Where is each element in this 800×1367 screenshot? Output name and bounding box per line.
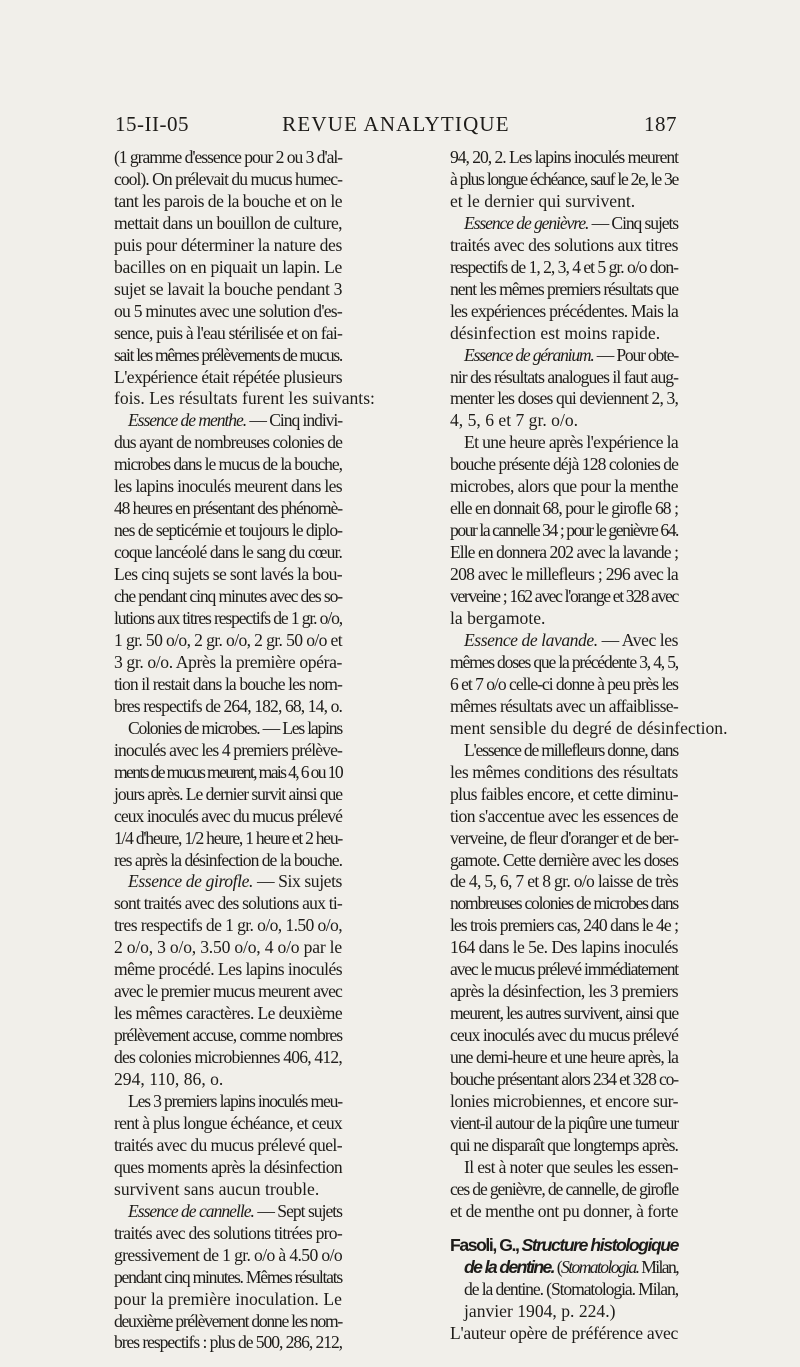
- right-column-line: nombreuses colonies de microbes dans: [450, 893, 678, 914]
- right-column-line: Essence de lavande. — Avec les: [464, 629, 679, 650]
- left-column-line: Essence de menthe. — Cinq indivi-: [128, 410, 342, 431]
- right-column-line: à plus longue échéance, sauf le 2e, le 3e: [450, 168, 678, 189]
- left-column-line: traités avec du mucus prélevé quel-: [114, 1134, 342, 1155]
- citation-author: Fasoli, G.,: [450, 1234, 519, 1255]
- right-column-line: janvier 1904, p. 224.): [464, 1300, 616, 1321]
- left-column-line: ques moments après la désinfection: [114, 1156, 342, 1177]
- right-column-line: Et une heure après l'expérience la: [464, 432, 678, 453]
- right-column-line: Il est à noter que seules les essen-: [464, 1156, 678, 1177]
- right-column-line: 4, 5, 6 et 7 gr. o/o.: [450, 410, 579, 431]
- right-column-line: les mêmes conditions des résultats: [450, 761, 678, 782]
- left-column-line: tant les parois de la bouche et on le: [114, 190, 342, 211]
- right-column-line: 94, 20, 2. Les lapins inoculés meurent: [450, 147, 678, 167]
- right-column-line: ces de genièvre, de cannelle, de girofle: [450, 1178, 678, 1199]
- left-column-line: res après la désinfection de la bouche.: [114, 849, 342, 870]
- left-column-line: lutions aux titres respectifs de 1 gr. o/o,: [114, 608, 342, 629]
- left-column-line: nes de septicémie et toujours le diplo-: [114, 520, 342, 541]
- left-column-line: tres respectifs de 1 gr. o/o, 1.50 o/o,: [114, 915, 342, 936]
- right-column-line: après la désinfection, les 3 premiers: [450, 981, 678, 1002]
- left-column-line: Essence de girofle. — Six sujets: [128, 871, 342, 892]
- left-column-line: jours après. Le dernier survit ainsi que: [114, 783, 342, 804]
- left-column-line: dus ayant de nombreuses colonies de: [114, 432, 342, 453]
- left-column-line: 3 gr. o/o. Après la première opéra-: [114, 651, 342, 672]
- right-column-line: 208 avec le millefleurs ; 296 avec la: [450, 564, 678, 585]
- left-column-line: sujet se lavait la bouche pendant 3: [114, 278, 342, 299]
- right-column-line: vient-il autour de la piqûre une tumeur: [450, 1112, 678, 1133]
- left-column-line: les lapins inoculés meurent dans les: [114, 476, 342, 497]
- left-column-line: che pendant cinq minutes avec des so-: [114, 586, 342, 607]
- right-column-line: tion s'accentue avec les essences de: [450, 805, 678, 826]
- journal-title: REVUE ANALYTIQUE: [282, 112, 510, 136]
- left-column-line: sont traités avec des solutions aux ti-: [114, 893, 342, 914]
- right-column-line: de la dentine. (Stomatologia. Milan,: [464, 1278, 678, 1299]
- right-column-line: menter les doses qui deviennent 2, 3,: [450, 388, 678, 409]
- left-column-line: même procédé. Les lapins inoculés: [114, 959, 342, 980]
- section-heading: Essence de menthe.: [128, 410, 247, 431]
- left-column-line: sait les mêmes prélèvements de mucus.: [114, 344, 342, 365]
- right-column-line: L'auteur opère de préférence avec: [450, 1322, 678, 1343]
- left-column-line: deuxième prélèvement donne les nom-: [114, 1310, 342, 1331]
- left-column-line: mettait dans un bouillon de culture,: [114, 212, 342, 233]
- left-column-line: gressivement de 1 gr. o/o à 4.50 o/o: [114, 1244, 342, 1265]
- left-column-line: bres respectifs de 264, 182, 68, 14, o.: [114, 695, 342, 716]
- right-column-line: et le dernier qui survivent.: [450, 190, 636, 211]
- issue-date: 15-II-05: [115, 112, 189, 136]
- left-column: [114, 147, 375, 1354]
- right-column-line: une demi-heure et une heure après, la: [450, 1047, 678, 1068]
- right-column-line: nir des résultats analogues il faut aug-: [450, 366, 678, 387]
- right-column-line: plus faibles encore, et cette diminu-: [450, 783, 678, 804]
- right-column-line: [450, 1235, 678, 1257]
- section-heading: Essence de cannelle.: [128, 1200, 254, 1221]
- right-column-line: mêmes doses que la précédente 3, 4, 5,: [450, 651, 678, 672]
- left-column-line: sence, puis à l'eau stérilisée et on fai-: [114, 322, 342, 343]
- left-column-line: 1 gr. 50 o/o, 2 gr. o/o, 2 gr. 50 o/o et: [114, 629, 342, 650]
- running-head: [115, 112, 677, 140]
- right-column-line: microbes, alors que pour la menthe: [450, 476, 678, 497]
- left-column-line: Les 3 premiers lapins inoculés meu-: [128, 1090, 342, 1111]
- left-column-line: des colonies microbiennes 406, 412,: [114, 1047, 342, 1068]
- left-column-line: prélèvement accuse, comme nombres: [114, 1025, 342, 1046]
- left-column-line: 1/4 d'heure, 1/2 heure, 1 heure et 2 heu-: [114, 827, 342, 848]
- left-column-line: survivent sans aucun trouble.: [114, 1178, 320, 1199]
- right-column-line: lonies microbiennes, et encore sur-: [450, 1090, 678, 1111]
- left-column-line: traités avec des solutions titrées pro-: [114, 1222, 342, 1243]
- right-column-line: mêmes résultats avec un affaiblisse-: [450, 695, 678, 716]
- left-column-line: fois. Les résultats furent les suivants:: [114, 388, 375, 409]
- right-column-line: bouche présentant alors 234 et 328 co-: [450, 1069, 678, 1090]
- section-heading: Essence de géranium.: [464, 344, 594, 365]
- page-number: 187: [644, 112, 677, 136]
- right-column-line: elle en donnait 68, pour le girofle 68 ;: [450, 498, 678, 519]
- left-column-line: microbes dans le mucus de la bouche,: [114, 454, 342, 475]
- right-column: [450, 147, 728, 1344]
- left-column-line: inoculés avec les 4 premiers prélève-: [114, 739, 342, 760]
- right-column-line: 6 et 7 o/o celle-ci donne à peu près les: [450, 673, 678, 694]
- right-column-line: Essence de géranium. — Pour obte-: [464, 344, 678, 365]
- left-column-line: pendant cinq minutes. Mêmes résultats: [114, 1266, 342, 1287]
- right-column-line: respectifs de 1, 2, 3, 4 et 5 gr. o/o don-: [450, 256, 678, 277]
- left-column-line: tion il restait dans la bouche les nom-: [114, 673, 342, 694]
- left-column-line: Les cinq sujets se sont lavés la bou-: [114, 564, 342, 585]
- right-column-line: nent les mêmes premiers résultats que: [450, 278, 678, 299]
- left-column-line: les mêmes caractères. Le deuxième: [114, 1003, 342, 1024]
- left-column-line: 2 o/o, 3 o/o, 3.50 o/o, 4 o/o par le: [114, 937, 342, 958]
- citation-title: Structure histologique: [521, 1234, 678, 1255]
- left-column-line: ments de mucus meurent, mais 4, 6 ou 10: [114, 761, 342, 782]
- left-column-line: ou 5 minutes avec une solution d'es-: [114, 300, 342, 321]
- right-column-line: gamote. Cette dernière avec les doses: [450, 849, 678, 870]
- left-column-line: 48 heures en présentant des phénomè-: [114, 498, 342, 519]
- left-column-line: Colonies de microbes. — Les lapins: [128, 717, 342, 738]
- right-column-line: pour la cannelle 34 ; pour le genièvre 64.: [450, 520, 678, 541]
- left-column-line: ceux inoculés avec du mucus prélevé: [114, 805, 342, 826]
- right-column-line: Elle en donnera 202 avec la lavande ;: [450, 542, 678, 563]
- left-column-line: bres respectifs : plus de 500, 286, 212,: [114, 1332, 342, 1353]
- section-heading: Essence de lavande.: [464, 629, 598, 650]
- right-column-line: ment sensible du degré de désinfection.: [450, 717, 728, 738]
- section-heading: Essence de genièvre.: [464, 212, 589, 233]
- right-column-line: 164 dans le 5e. Des lapins inoculés: [450, 937, 678, 958]
- left-column-line: (1 gramme d'essence pour 2 ou 3 d'al-: [114, 147, 342, 167]
- right-column-line: traités avec des solutions aux titres: [450, 234, 678, 255]
- right-column-line: la bergamote.: [450, 608, 546, 629]
- right-column-line: bouche présente déjà 128 colonies de: [450, 454, 678, 475]
- left-column-line: pour la première inoculation. Le: [114, 1288, 342, 1309]
- section-heading: Essence de girofle.: [128, 871, 253, 892]
- left-column-line: puis pour déterminer la nature des: [114, 234, 342, 255]
- right-column-line: de la dentine. (Stomatologia. Milan,: [464, 1256, 678, 1277]
- right-column-line: ceux inoculés avec du mucus prélevé: [450, 1025, 678, 1046]
- right-column-line: désinfection est moins rapide.: [450, 322, 661, 343]
- left-column-line: cool). On prélevait du mucus humec-: [114, 168, 342, 189]
- right-column-line: les expériences précédentes. Mais la: [450, 300, 678, 321]
- right-column-line: de 4, 5, 6, 7 et 8 gr. o/o laisse de très: [450, 871, 678, 892]
- right-column-line: les trois premiers cas, 240 dans le 4e ;: [450, 915, 678, 936]
- right-column-line: avec le mucus prélevé immédiatement: [450, 959, 678, 980]
- left-column-line: coque lancéolé dans le sang du cœur.: [114, 542, 342, 563]
- left-column-line: L'expérience était répétée plusieurs: [114, 366, 342, 387]
- right-column-line: Essence de genièvre. — Cinq sujets: [464, 212, 678, 233]
- right-column-line: L'essence de millefleurs donne, dans: [464, 739, 678, 760]
- right-column-line: meurent, les autres survivent, ainsi que: [450, 1003, 678, 1024]
- left-column-line: avec le premier mucus meurent avec: [114, 981, 342, 1002]
- left-column-line: rent à plus longue échéance, et ceux: [114, 1112, 342, 1133]
- right-column-line: verveine ; 162 avec l'orange et 328 avec: [450, 586, 678, 607]
- right-column-line: verveine, de fleur d'oranger et de ber-: [450, 827, 678, 848]
- right-column-line: qui ne disparaît que longtemps après.: [450, 1134, 678, 1155]
- left-column-line: bacilles on en piquait un lapin. Le: [114, 256, 342, 277]
- right-column-line: et de menthe ont pu donner, à forte: [450, 1200, 678, 1221]
- citation-title-cont: de la dentine.: [464, 1256, 554, 1277]
- left-column-line: Essence de cannelle. — Sept sujets: [128, 1200, 342, 1221]
- left-column-line: 294, 110, 86, o.: [114, 1069, 224, 1090]
